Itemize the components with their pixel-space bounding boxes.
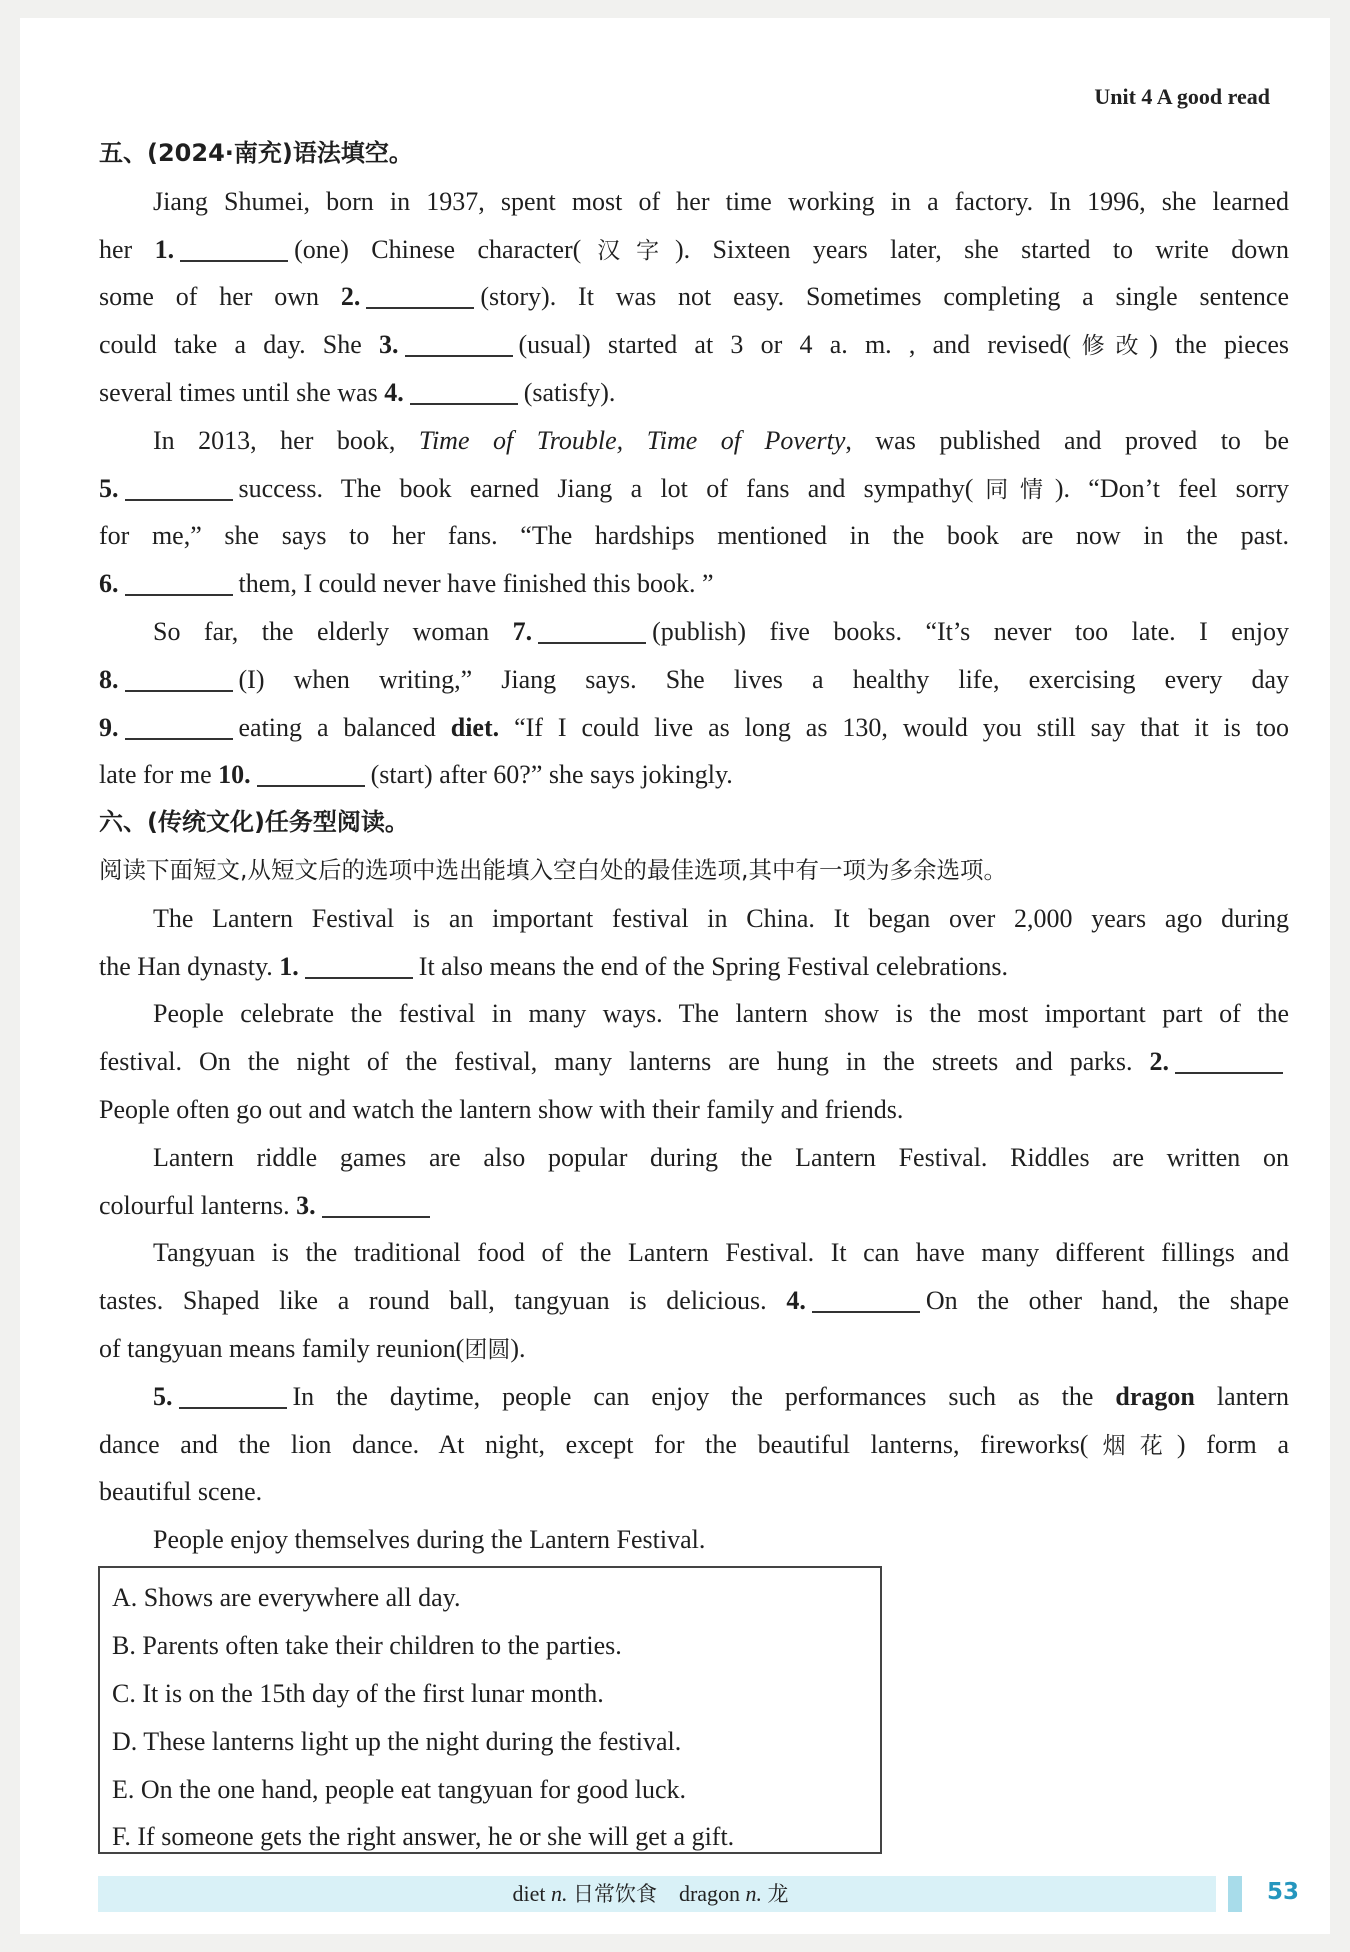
- part-of-speech: n.: [550, 1881, 568, 1906]
- section6-instruction: 阅读下面短文,从短文后的选项中选出能填入空白处的最佳选项,其中有一项为多余选项。: [99, 855, 1007, 884]
- s6-p6-line1: People enjoy themselves during the Lantern Festival.: [153, 1525, 706, 1555]
- vocab-word-diet: diet: [512, 1881, 546, 1906]
- s5-p1-line4: could take a day. She 3. (usual) started at 3 or 4 a. m. , and revised(修改) the pieces: [99, 330, 1290, 360]
- blank-number: 6.: [99, 569, 119, 599]
- blank-number: 5.: [99, 473, 119, 503]
- page-number: 53: [1267, 1879, 1300, 1905]
- s6-p3-line2: colourful lanterns. 3.: [99, 1182, 1289, 1230]
- blank-number: 4.: [786, 1286, 806, 1316]
- page-content: [99, 130, 1289, 1564]
- answer-blank[interactable]: [410, 403, 518, 405]
- blank-number: 7.: [512, 616, 533, 646]
- s6-p3-line1: Lantern riddle games are also popular during the Lantern Festival. Riddles are written on: [153, 1142, 1289, 1172]
- answer-blank[interactable]: [125, 690, 233, 692]
- options-box: [98, 1566, 882, 1854]
- s6-p1-line1: The Lantern Festival is an important festival in China. It began over 2,000 years ago during: [153, 903, 1289, 933]
- s6-p4-line1: Tangyuan is the traditional food of the Lantern Festival. It can have many different fillings and: [153, 1238, 1289, 1268]
- part-of-speech: n.: [745, 1881, 763, 1906]
- s5-p3-line3: 9. eating a balanced diet. “If I could live as long as 130, would you still say that it is too: [99, 712, 1290, 742]
- s6-p5-line3: beautiful scene.: [99, 1477, 263, 1507]
- answer-blank[interactable]: [322, 1216, 430, 1218]
- option-c[interactable]: C. It is on the 15th day of the first lunar month.: [112, 1678, 604, 1708]
- option-b[interactable]: B. Parents often take their children to the parties.: [112, 1630, 622, 1660]
- vocab-word: diet.: [450, 712, 500, 742]
- answer-blank[interactable]: [180, 260, 288, 262]
- answer-blank[interactable]: [812, 1311, 920, 1313]
- s5-p2-line3: for me,” she says to her fans. “The hardships mentioned in the book are now in the past.: [99, 521, 1289, 551]
- s6-p5-line1: 5. In the daytime, people can enjoy the performances such as the dragon lantern: [153, 1381, 1290, 1411]
- unit-header: Unit 4 A good read: [1094, 84, 1270, 109]
- blank-number: 1.: [279, 951, 299, 981]
- blank-number: 3.: [296, 1190, 316, 1220]
- section5-heading: 五、(2024·南充)语法填空。: [99, 139, 413, 167]
- decor-bar: [1202, 1876, 1216, 1912]
- answer-blank[interactable]: [125, 594, 233, 596]
- s6-p2-line2: festival. On the night of the festival, many lanterns are hung in the streets and parks. 2.: [99, 1038, 1289, 1086]
- answer-blank[interactable]: [1175, 1072, 1283, 1074]
- blank-number: 9.: [99, 712, 119, 742]
- answer-blank[interactable]: [179, 1407, 287, 1409]
- s5-p1-line1: Jiang Shumei, born in 1937, spent most of her time working in a factory. In 1996, she learned: [153, 186, 1289, 216]
- blank-number: 10.: [218, 760, 251, 790]
- option-a[interactable]: A. Shows are everywhere all day.: [112, 1583, 461, 1612]
- s5-p3-line2: 8. (I) when writing,” Jiang says. She lives a healthy life, exercising every day: [99, 664, 1289, 694]
- s6-p4-line2: tastes. Shaped like a round ball, tangyuan is delicious. 4. On the other hand, the shape: [99, 1286, 1290, 1316]
- vocab-word: dragon: [1115, 1381, 1195, 1411]
- s5-p3-line1: So far, the elderly woman 7. (publish) five books. “It’s never too late. I enjoy: [153, 616, 1290, 646]
- s5-p2-line2: 5. success. The book earned Jiang a lot of fans and sympathy(同情). “Don’t feel sorry: [99, 473, 1290, 503]
- blank-number: 4.: [384, 377, 404, 407]
- s6-p2-line1: People celebrate the festival in many ways. The lantern show is the most important part of the: [153, 999, 1289, 1029]
- s5-p1-line3: some of her own 2. (story). It was not easy. Sometimes completing a single sentence: [99, 282, 1290, 312]
- option-f[interactable]: F. If someone gets the right answer, he or she will get a gift.: [112, 1822, 735, 1852]
- s5-p1-line2: her 1. (one) Chinese character(汉字). Sixteen years later, she started to write down: [99, 234, 1290, 264]
- answer-blank[interactable]: [257, 785, 365, 787]
- answer-blank[interactable]: [538, 642, 646, 644]
- s6-p4-line3: of tangyuan means family reunion(团圆).: [99, 1333, 526, 1363]
- s6-p5-line2: dance and the lion dance. At night, except for the beautiful lanterns, fireworks(烟花) form a: [99, 1429, 1289, 1459]
- vocab-notes: [98, 1876, 1203, 1912]
- vocab-footer: [98, 1876, 1203, 1912]
- s5-p2-line4: 6. them, I could never have finished this book. ”: [99, 569, 714, 599]
- book-title: Time of Trouble, Time of Poverty: [418, 425, 846, 455]
- blank-number: 2.: [1149, 1047, 1169, 1077]
- answer-blank[interactable]: [305, 977, 413, 979]
- answer-blank[interactable]: [125, 499, 233, 501]
- answer-blank[interactable]: [125, 738, 233, 740]
- vocab-word-dragon: dragon: [678, 1881, 741, 1906]
- blank-number: 5.: [153, 1381, 173, 1411]
- blank-number: 2.: [340, 282, 361, 312]
- vocab-meaning: 龙: [767, 1882, 789, 1906]
- s6-p2-line3: People often go out and watch the lantern show with their family and friends.: [99, 1094, 904, 1124]
- decor-bar: [1228, 1876, 1242, 1912]
- s5-p1-line5: several times until she was 4. (satisfy).: [99, 377, 616, 407]
- blank-number: 3.: [379, 330, 399, 360]
- vocab-meaning: 日常饮食: [572, 1882, 657, 1906]
- blank-number: 8.: [99, 664, 119, 694]
- blank-number: 1.: [154, 234, 175, 264]
- option-e[interactable]: E. On the one hand, people eat tangyuan for good luck.: [112, 1774, 686, 1804]
- option-d[interactable]: D. These lanterns light up the night during the festival.: [112, 1726, 682, 1756]
- answer-blank[interactable]: [405, 355, 513, 357]
- s5-p2-line1: In 2013, her book, Time of Trouble, Time of Poverty, was published and proved to be: [153, 425, 1289, 455]
- s5-p3-line4: late for me 10. (start) after 60?” she says jokingly.: [99, 760, 733, 790]
- answer-blank[interactable]: [366, 307, 474, 309]
- section6-heading: 六、(传统文化)任务型阅读。: [99, 808, 409, 837]
- s6-p1-line2: the Han dynasty. 1. It also means the end of the Spring Festival celebrations.: [99, 951, 1008, 981]
